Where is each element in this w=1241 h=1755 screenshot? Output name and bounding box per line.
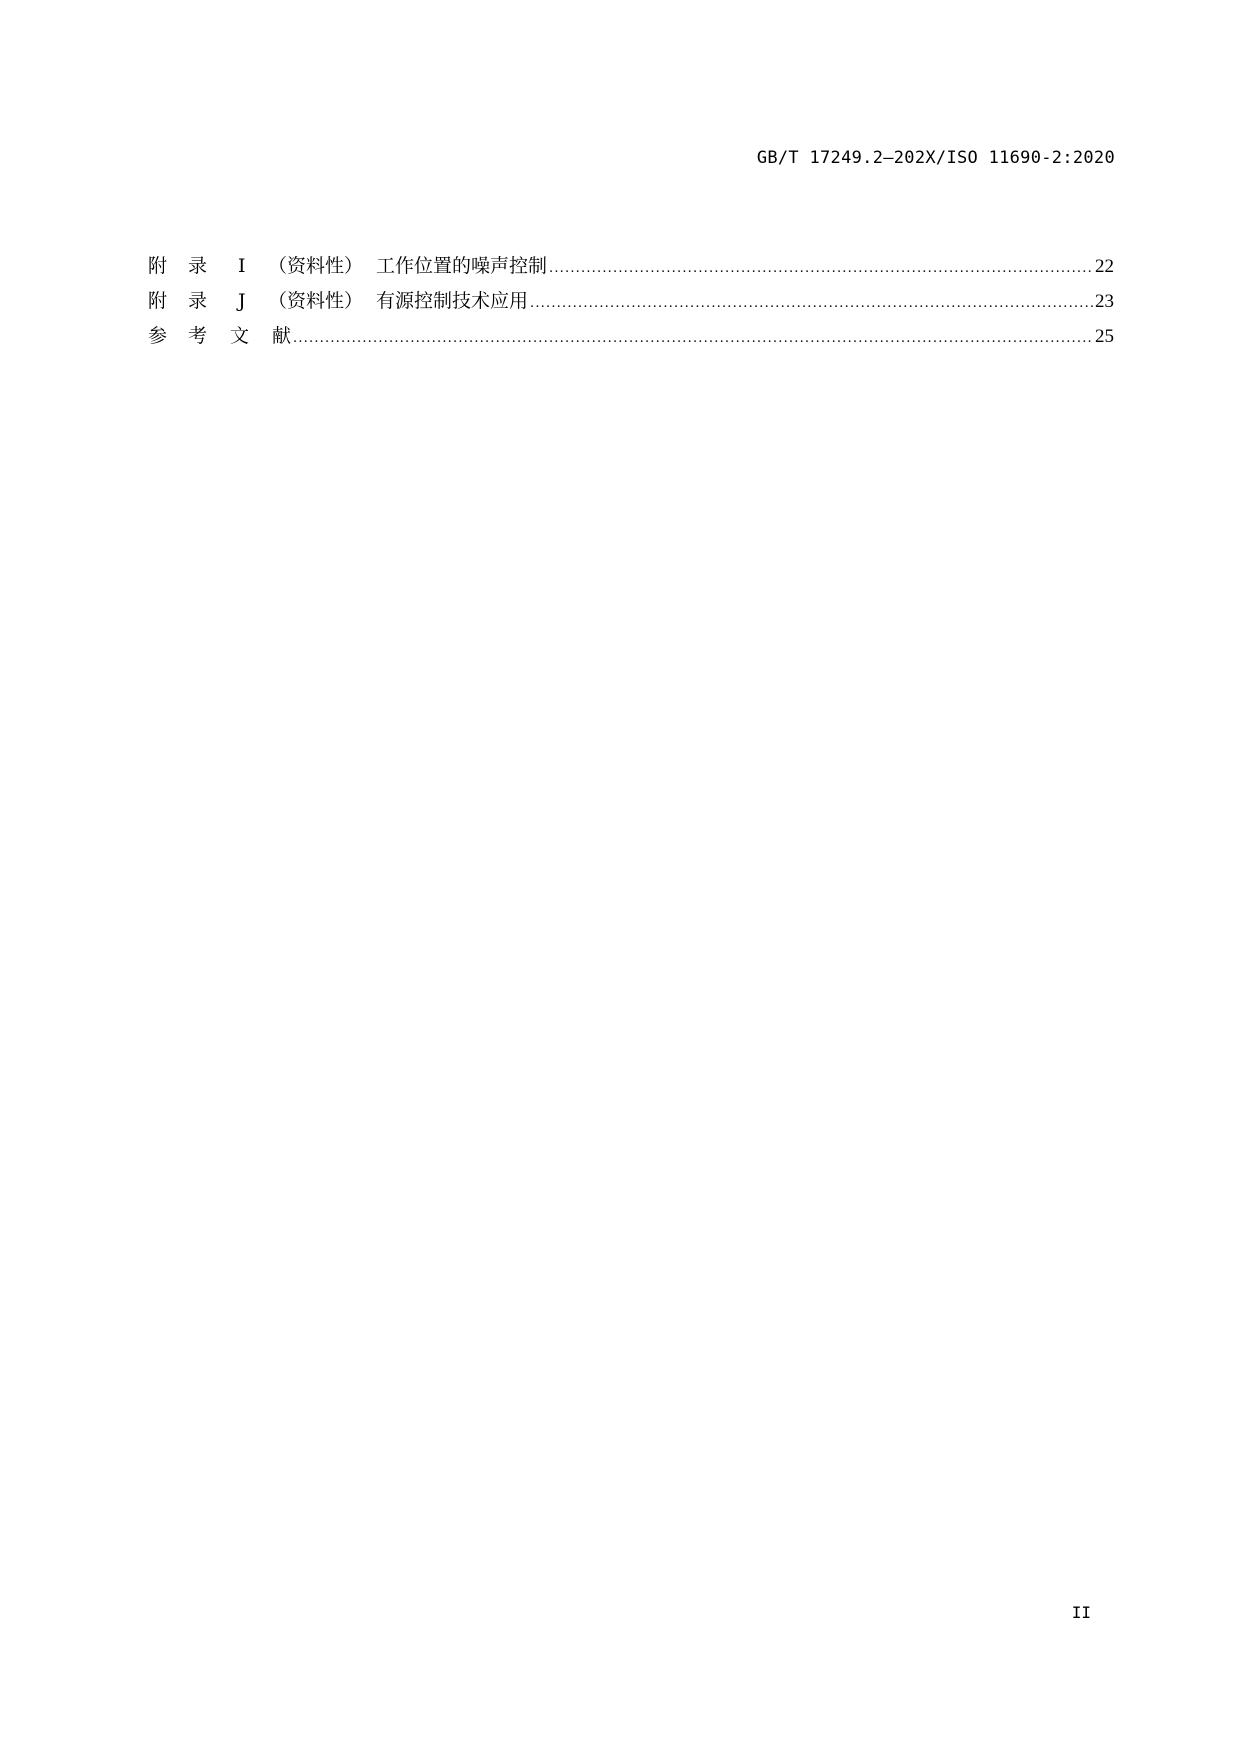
annex-letter: J — [238, 290, 246, 312]
annex-prefix-2: 录 — [188, 290, 208, 312]
document-standard-number: GB/T 17249.2—202X/ISO 11690-2:2020 — [756, 148, 1115, 168]
toc-entry-title: 工作位置的噪声控制 — [376, 255, 548, 277]
toc-entry-page: 25 — [1095, 326, 1114, 347]
references-char-1: 参 — [148, 325, 168, 347]
toc-entry-label — [148, 319, 291, 354]
dot-leader — [530, 286, 1093, 321]
toc-entry-page: 22 — [1095, 256, 1114, 277]
dot-leader — [293, 321, 1093, 356]
annex-letter: I — [238, 255, 246, 277]
toc-entry-references[interactable] — [148, 319, 1114, 354]
toc-entry-title: 有源控制技术应用 — [376, 290, 529, 312]
annex-type: （资料性） — [268, 290, 364, 312]
references-char-3: 文 — [230, 325, 250, 347]
toc-entry-label — [148, 284, 376, 319]
annex-type: （资料性） — [268, 255, 364, 277]
page-number-roman: II — [1071, 1603, 1091, 1622]
table-of-contents — [148, 249, 1114, 354]
annex-prefix-2: 录 — [188, 255, 208, 277]
toc-entry-page: 23 — [1095, 291, 1114, 312]
toc-entry-annex-j[interactable] — [148, 284, 1114, 319]
references-char-4: 献 — [272, 325, 292, 347]
annex-prefix-1: 附 — [148, 290, 168, 312]
references-char-2: 考 — [188, 325, 208, 347]
toc-entry-label — [148, 249, 376, 284]
dot-leader — [549, 251, 1093, 286]
annex-prefix-1: 附 — [148, 255, 168, 277]
toc-entry-annex-i[interactable] — [148, 249, 1114, 284]
